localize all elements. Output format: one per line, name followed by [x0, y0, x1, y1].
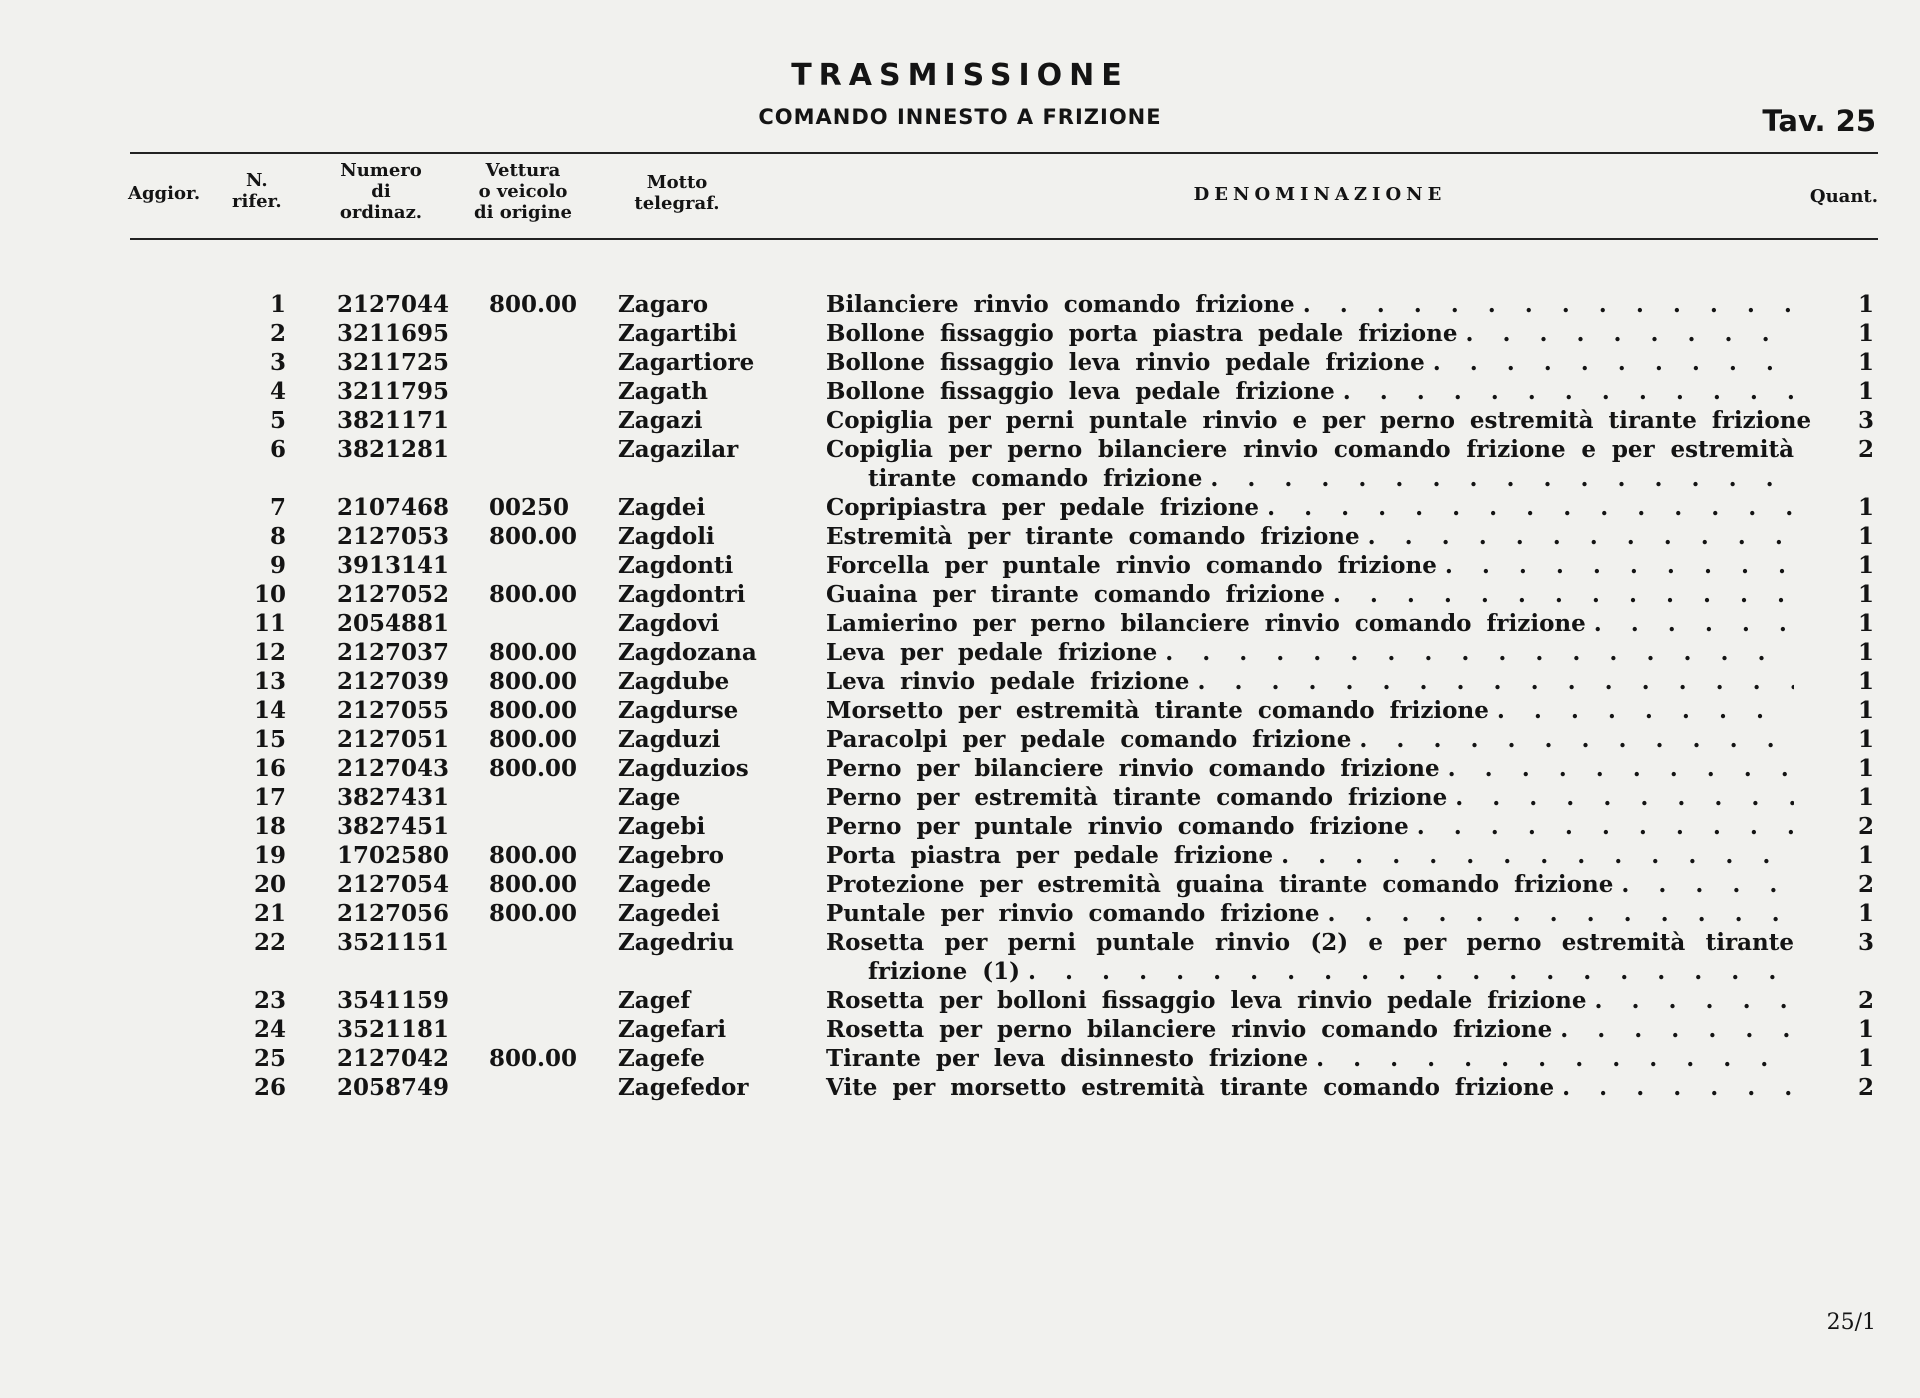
- vehicle-origin: 800.00: [489, 639, 578, 666]
- table-row: [0, 435, 1920, 493]
- dot-leader: [1281, 841, 1794, 870]
- description-line: Rosetta per perni puntale rinvio (2) e per perno estremità tirante: [826, 929, 1794, 956]
- order-number: 3821171: [337, 407, 450, 434]
- table-row: [0, 493, 1920, 522]
- description: [826, 638, 1794, 667]
- telegraph-code: Zagartiore: [618, 349, 755, 376]
- vehicle-origin: 800.00: [489, 581, 578, 608]
- ref-number: 11: [253, 610, 286, 637]
- ref-number: 1: [269, 291, 286, 318]
- dot-leader: [1595, 986, 1794, 1015]
- order-number: 2054881: [337, 610, 450, 637]
- quantity: 1: [1857, 900, 1874, 927]
- quantity: 1: [1857, 320, 1874, 347]
- description: [826, 435, 1794, 493]
- dot-leader: [1328, 899, 1795, 928]
- description-line: Perno per puntale rinvio comando frizione: [826, 813, 1409, 840]
- description: [826, 522, 1794, 551]
- vehicle-origin: 800.00: [489, 291, 578, 318]
- quantity: 1: [1857, 610, 1874, 637]
- table-row: [0, 812, 1920, 841]
- dot-leader: [1267, 493, 1794, 522]
- description-line: Paracolpi per pedale comando frizione: [826, 726, 1352, 753]
- vehicle-origin: 00250: [489, 494, 570, 521]
- ref-number: 8: [269, 523, 286, 550]
- description: [826, 551, 1794, 580]
- telegraph-code: Zagefari: [618, 1016, 727, 1043]
- description: [826, 493, 1794, 522]
- description-line: Leva rinvio pedale frizione: [826, 668, 1190, 695]
- dot-leader: [1621, 870, 1794, 899]
- telegraph-code: Zagdonti: [618, 552, 734, 579]
- ref-number: 3: [269, 349, 286, 376]
- table-row: [0, 870, 1920, 899]
- telegraph-code: Zagdontri: [618, 581, 746, 608]
- table-row: [0, 841, 1920, 870]
- order-number: 2127054: [337, 871, 450, 898]
- description: [826, 899, 1794, 928]
- table-row: [0, 1073, 1920, 1102]
- vehicle-origin: 800.00: [489, 523, 578, 550]
- order-number: 3211725: [337, 349, 450, 376]
- ref-number: 26: [253, 1074, 286, 1101]
- order-number: 3211795: [337, 378, 450, 405]
- quantity: 1: [1857, 668, 1874, 695]
- dot-leader: [1455, 783, 1794, 812]
- quantity: 1: [1857, 349, 1874, 376]
- description-line: Perno per estremità tirante comando frizione: [826, 784, 1448, 811]
- table-row: [0, 406, 1920, 435]
- description: [826, 290, 1794, 319]
- description-line: Guaina per tirante comando frizione: [826, 581, 1325, 608]
- quantity: 3: [1857, 407, 1874, 434]
- dot-leader: [1497, 696, 1794, 725]
- quantity: 1: [1857, 755, 1874, 782]
- description-line: Copripiastra per pedale frizione: [826, 494, 1260, 521]
- ref-number: 21: [253, 900, 286, 927]
- quantity: 1: [1857, 494, 1874, 521]
- vehicle-origin: 800.00: [489, 871, 578, 898]
- column-header-denominazione: DENOMINAZIONE: [1193, 184, 1447, 205]
- quantity: 1: [1857, 291, 1874, 318]
- quantity: 1: [1857, 784, 1874, 811]
- page-number: 25/1: [1826, 1310, 1876, 1335]
- table-row: [0, 725, 1920, 754]
- order-number: 3541159: [337, 987, 450, 1014]
- telegraph-code: Zagdurse: [618, 697, 739, 724]
- table-row: [0, 667, 1920, 696]
- quantity: 1: [1857, 639, 1874, 666]
- description: [826, 609, 1794, 638]
- dot-leader: [1465, 319, 1794, 348]
- ref-number: 5: [269, 407, 286, 434]
- table-row: [0, 1015, 1920, 1044]
- description-line: Bilanciere rinvio comando frizione: [826, 291, 1295, 318]
- quantity: 1: [1857, 1016, 1874, 1043]
- ref-number: 2: [269, 320, 286, 347]
- order-number: 2058749: [337, 1074, 450, 1101]
- order-number: 3521181: [337, 1016, 450, 1043]
- description: [826, 319, 1794, 348]
- description: [826, 696, 1794, 725]
- telegraph-code: Zagazi: [618, 407, 703, 434]
- telegraph-code: Zagazilar: [618, 436, 739, 463]
- order-number: 3521151: [337, 929, 450, 956]
- vehicle-origin: 800.00: [489, 900, 578, 927]
- table-row: [0, 696, 1920, 725]
- quantity: 3: [1857, 929, 1874, 956]
- telegraph-code: Zagdei: [618, 494, 706, 521]
- description-line: Bollone fissaggio leva rinvio pedale frizione: [826, 349, 1425, 376]
- telegraph-code: Zagdozana: [618, 639, 757, 666]
- ref-number: 12: [253, 639, 286, 666]
- description-line: Vite per morsetto estremità tirante comando frizione: [826, 1074, 1555, 1101]
- telegraph-code: Zage: [618, 784, 681, 811]
- quantity: 1: [1857, 378, 1874, 405]
- dot-leader: [1562, 1073, 1794, 1102]
- description-line: Estremità per tirante comando frizione: [826, 523, 1360, 550]
- telegraph-code: Zagebi: [618, 813, 706, 840]
- description: [826, 580, 1794, 609]
- quantity: 1: [1857, 581, 1874, 608]
- dot-leader: [1359, 725, 1794, 754]
- ref-number: 18: [253, 813, 286, 840]
- description: [826, 928, 1794, 986]
- telegraph-code: Zagdovi: [618, 610, 720, 637]
- description: [826, 841, 1794, 870]
- dot-leader: [1433, 348, 1794, 377]
- quantity: 2: [1857, 1074, 1874, 1101]
- dot-leader: [1594, 609, 1794, 638]
- table-row: [0, 609, 1920, 638]
- column-header-n-rifer: N. rifer.: [232, 170, 282, 212]
- page-title: TRASMISSIONE: [791, 58, 1129, 93]
- telegraph-code: Zagartibi: [618, 320, 737, 347]
- telegraph-code: Zagede: [618, 871, 712, 898]
- description: [826, 348, 1794, 377]
- ref-number: 13: [253, 668, 286, 695]
- column-header-vettura: Vettura o veicolo di origine: [474, 160, 572, 223]
- telegraph-code: Zagduzios: [618, 755, 749, 782]
- table-number: Tav. 25: [1762, 104, 1876, 138]
- description-line: Copiglia per perno bilanciere rinvio comando frizione e per estremità: [826, 436, 1794, 463]
- table-row: [0, 1044, 1920, 1073]
- order-number: 2127055: [337, 697, 450, 724]
- quantity: 1: [1857, 697, 1874, 724]
- dot-leader: [1417, 812, 1794, 841]
- table-row: [0, 348, 1920, 377]
- table-row: [0, 754, 1920, 783]
- telegraph-code: Zagedei: [618, 900, 720, 927]
- ref-number: 9: [269, 552, 286, 579]
- telegraph-code: Zagath: [618, 378, 709, 405]
- dot-leader: [1316, 1044, 1794, 1073]
- ref-number: 19: [253, 842, 286, 869]
- ref-number: 24: [253, 1016, 286, 1043]
- order-number: 3821281: [337, 436, 450, 463]
- dot-leader: [1165, 638, 1794, 667]
- header-rule-bottom: [130, 238, 1878, 240]
- column-header-numero: Numero di ordinaz.: [339, 160, 423, 223]
- description-line: Leva per pedale frizione: [826, 639, 1158, 666]
- order-number: 2127037: [337, 639, 450, 666]
- description: [826, 870, 1794, 899]
- vehicle-origin: 800.00: [489, 842, 578, 869]
- order-number: 2127056: [337, 900, 450, 927]
- description-line: Porta piastra per pedale frizione: [826, 842, 1274, 869]
- parts-table: [0, 290, 1920, 1102]
- description: [826, 754, 1794, 783]
- order-number: 3827451: [337, 813, 450, 840]
- quantity: 1: [1857, 1045, 1874, 1072]
- order-number: 2107468: [337, 494, 450, 521]
- column-header-quant: Quant.: [1809, 186, 1878, 207]
- table-row: [0, 899, 1920, 928]
- description: [826, 1073, 1794, 1102]
- description: [826, 667, 1794, 696]
- description-line: Forcella per puntale rinvio comando frizione: [826, 552, 1437, 579]
- table-row: [0, 290, 1920, 319]
- telegraph-code: Zagdoli: [618, 523, 715, 550]
- quantity: 1: [1857, 523, 1874, 550]
- dot-leader: [1028, 957, 1794, 986]
- vehicle-origin: 800.00: [489, 1045, 578, 1072]
- dot-leader: [1560, 1015, 1794, 1044]
- description-line: Bollone fissaggio porta piastra pedale frizione: [826, 320, 1458, 347]
- quantity: 1: [1857, 842, 1874, 869]
- ref-number: 23: [253, 987, 286, 1014]
- order-number: 2127042: [337, 1045, 450, 1072]
- description-line: Protezione per estremità guaina tirante comando frizione: [826, 871, 1614, 898]
- header-rule-top: [130, 152, 1878, 154]
- telegraph-code: Zagedriu: [618, 929, 735, 956]
- ref-number: 17: [253, 784, 286, 811]
- telegraph-code: Zagebro: [618, 842, 724, 869]
- ref-number: 16: [253, 755, 286, 782]
- table-row: [0, 319, 1920, 348]
- order-number: 2127039: [337, 668, 450, 695]
- ref-number: 20: [253, 871, 286, 898]
- table-row: [0, 377, 1920, 406]
- table-row: [0, 783, 1920, 812]
- description-line: Rosetta per bolloni fissaggio leva rinvio pedale frizione: [826, 987, 1587, 1014]
- description-line: Bollone fissaggio leva pedale frizione: [826, 378, 1335, 405]
- quantity: 2: [1857, 436, 1874, 463]
- vehicle-origin: 800.00: [489, 697, 578, 724]
- telegraph-code: Zagefedor: [618, 1074, 749, 1101]
- table-row: [0, 551, 1920, 580]
- description: [826, 812, 1794, 841]
- description: [826, 406, 1812, 435]
- order-number: 2127051: [337, 726, 450, 753]
- ref-number: 7: [269, 494, 286, 521]
- vehicle-origin: 800.00: [489, 726, 578, 753]
- description: [826, 1015, 1794, 1044]
- description-line: Puntale per rinvio comando frizione: [826, 900, 1320, 927]
- ref-number: 4: [269, 378, 286, 405]
- vehicle-origin: 800.00: [489, 668, 578, 695]
- column-header-aggior: Aggior.: [128, 183, 201, 204]
- telegraph-code: Zagaro: [618, 291, 709, 318]
- quantity: 1: [1857, 726, 1874, 753]
- description-line: Tirante per leva disinnesto frizione: [826, 1045, 1309, 1072]
- order-number: 2127043: [337, 755, 450, 782]
- description-line: Lamierino per perno bilanciere rinvio comando frizione: [826, 610, 1586, 637]
- dot-leader: [1445, 551, 1794, 580]
- dot-leader: [1303, 290, 1794, 319]
- dot-leader: [1448, 754, 1794, 783]
- table-row: [0, 522, 1920, 551]
- quantity: 2: [1857, 987, 1874, 1014]
- dot-leader: [1197, 667, 1794, 696]
- ref-number: 25: [253, 1045, 286, 1072]
- dot-leader: [1343, 377, 1794, 406]
- description-line: tirante comando frizione: [868, 465, 1203, 492]
- order-number: 2127053: [337, 523, 450, 550]
- telegraph-code: Zagefe: [618, 1045, 705, 1072]
- quantity: 2: [1857, 813, 1874, 840]
- ref-number: 6: [269, 436, 286, 463]
- description: [826, 725, 1794, 754]
- telegraph-code: Zagduzi: [618, 726, 721, 753]
- description-line: Rosetta per perno bilanciere rinvio comando frizione: [826, 1016, 1553, 1043]
- telegraph-code: Zagdube: [618, 668, 730, 695]
- column-header-motto: Motto telegraf.: [634, 172, 720, 214]
- description-line: Morsetto per estremità tirante comando frizione: [826, 697, 1489, 724]
- order-number: 2127044: [337, 291, 450, 318]
- description: [826, 1044, 1794, 1073]
- quantity: 1: [1857, 552, 1874, 579]
- dot-leader: [1210, 464, 1794, 493]
- ref-number: 10: [253, 581, 286, 608]
- description: [826, 986, 1794, 1015]
- order-number: 2127052: [337, 581, 450, 608]
- ref-number: 14: [253, 697, 286, 724]
- order-number: 1702580: [337, 842, 450, 869]
- description: [826, 783, 1794, 812]
- dot-leader: [1333, 580, 1794, 609]
- page-subtitle: COMANDO INNESTO A FRIZIONE: [758, 105, 1162, 129]
- order-number: 3827431: [337, 784, 450, 811]
- order-number: 3211695: [337, 320, 450, 347]
- description: [826, 377, 1794, 406]
- quantity: 2: [1857, 871, 1874, 898]
- order-number: 3913141: [337, 552, 450, 579]
- description-line: frizione (1): [868, 958, 1021, 985]
- description-line: Perno per bilanciere rinvio comando frizione: [826, 755, 1440, 782]
- vehicle-origin: 800.00: [489, 755, 578, 782]
- table-row: [0, 986, 1920, 1015]
- telegraph-code: Zagef: [618, 987, 691, 1014]
- table-row: [0, 638, 1920, 667]
- ref-number: 15: [253, 726, 286, 753]
- description-line: Copiglia per perni puntale rinvio e per perno estremità tirante frizione: [826, 407, 1812, 434]
- table-row: [0, 580, 1920, 609]
- dot-leader: [1368, 522, 1794, 551]
- table-row: [0, 928, 1920, 986]
- ref-number: 22: [253, 929, 286, 956]
